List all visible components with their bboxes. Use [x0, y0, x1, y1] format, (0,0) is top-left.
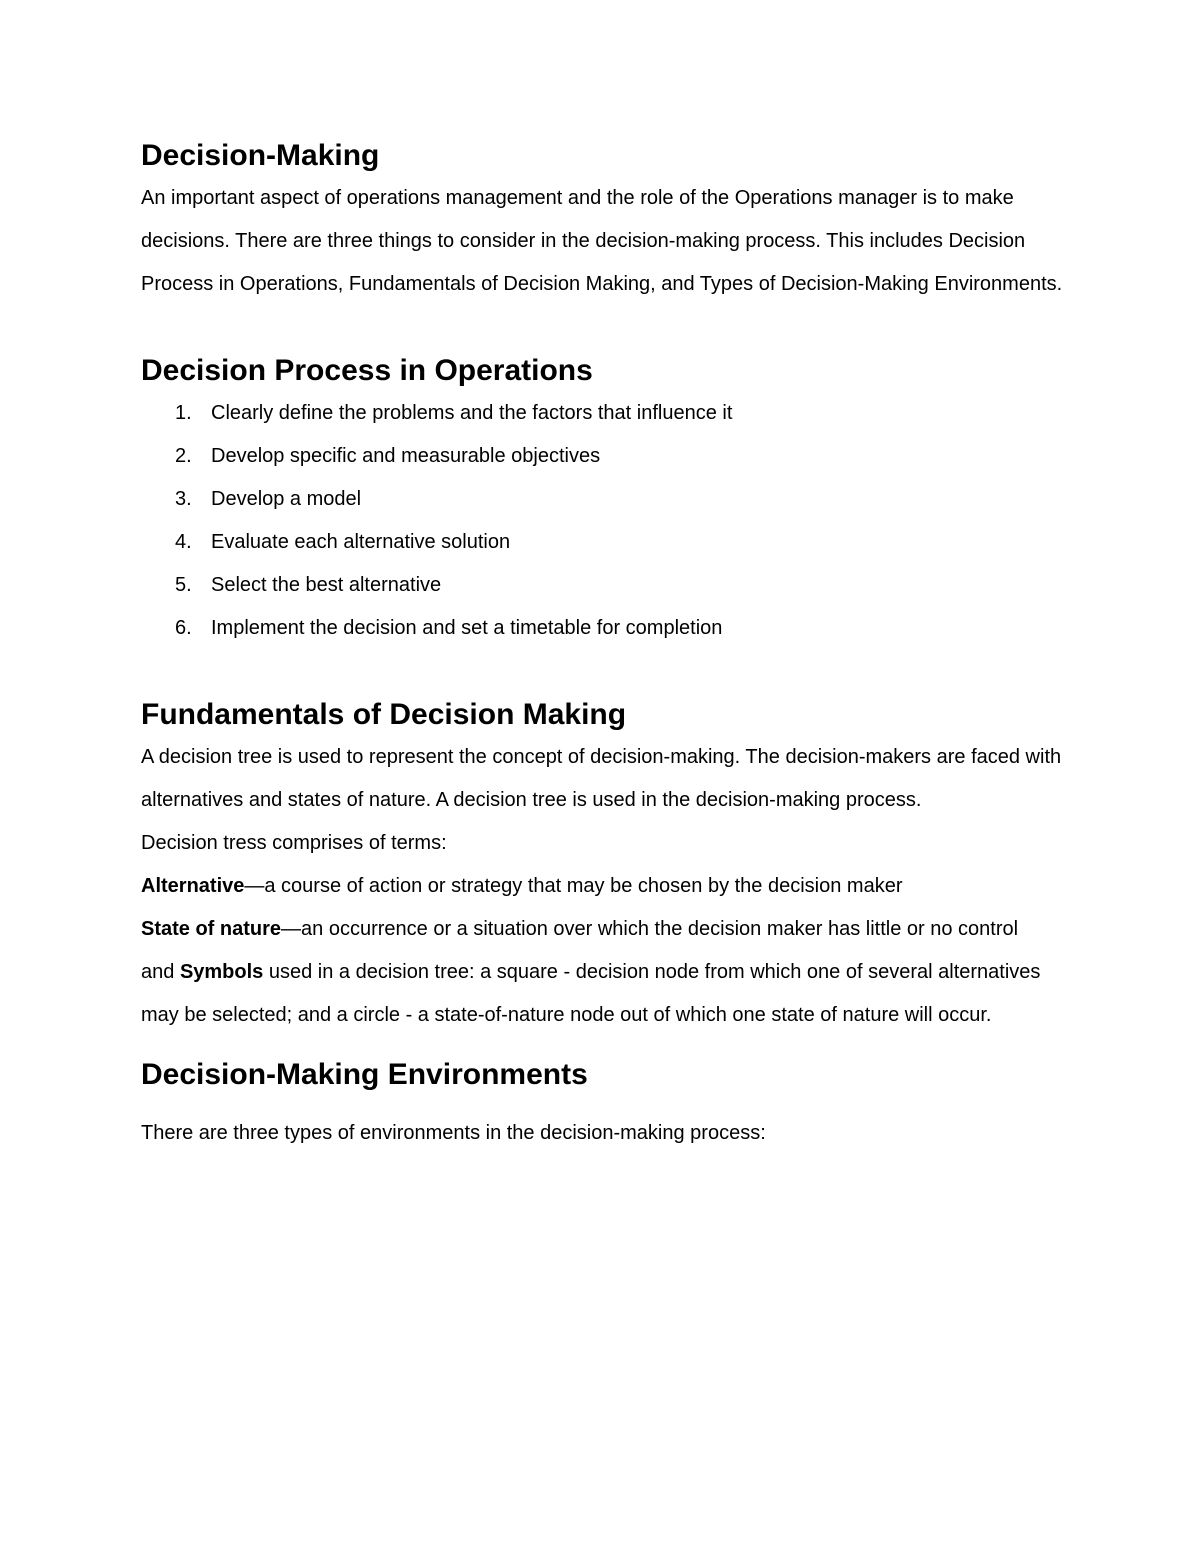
list-item	[141, 435, 1071, 478]
heading-decision-process: Decision Process in Operations	[141, 354, 593, 387]
spacer	[141, 1037, 1071, 1053]
term-alternative-definition: —a course of action or strategy that may be chosen by the decision maker	[244, 875, 903, 897]
term-alternative	[141, 865, 1071, 908]
paragraph-environments: There are three types of environments in the decision-making process:	[141, 1122, 766, 1144]
list-item-number: 4.	[175, 531, 192, 553]
list-item-text: Implement the decision and set a timetable for completion	[211, 617, 723, 639]
list-item-text: Clearly define the problems and the factors that influence it	[211, 402, 733, 424]
list-item-text: Evaluate each alternative solution	[211, 531, 511, 553]
list-item	[141, 521, 1071, 564]
list-item-number: 3.	[175, 488, 192, 510]
term-state-label: State of nature	[141, 918, 282, 940]
list-item-number: 2.	[175, 445, 192, 467]
list-item-number: 6.	[175, 617, 192, 639]
heading-fundamentals: Fundamentals of Decision Making	[141, 698, 627, 731]
list-item	[141, 564, 1071, 607]
list-item-number: 1.	[175, 402, 192, 424]
list-item-text: Select the best alternative	[211, 574, 442, 596]
spacer	[141, 1096, 1071, 1112]
list-item-text: Develop a model	[211, 488, 362, 510]
term-alternative-label: Alternative	[141, 875, 245, 897]
document-content	[141, 134, 1071, 1155]
spacer	[141, 650, 1071, 693]
paragraph-fundamentals: A decision tree is used to represent the concept of decision-making. The decision-makers are faced with alternatives and states of nature. A decision tree is used in the decision-making process.	[141, 746, 1062, 811]
list-item	[141, 392, 1071, 435]
term-symbols-definition: used in a decision tree: a square - decision node from which one of several alternatives may be selected; and a circle - a state-of-nature node out of which one state of nature will occur.	[141, 961, 1041, 1026]
decision-process-steps	[141, 392, 1071, 650]
list-item-number: 5.	[175, 574, 192, 596]
heading-environments: Decision-Making Environments	[141, 1058, 588, 1091]
list-item	[141, 478, 1071, 521]
term-symbols-label: Symbols	[179, 961, 264, 983]
term-symbols	[141, 951, 1071, 1037]
term-state-definition: —an occurrence or a situation over which the decision maker has little or no control	[281, 918, 1019, 940]
list-item-text: Develop specific and measurable objectives	[211, 445, 601, 467]
list-item	[141, 607, 1071, 650]
paragraph-decision-making: An important aspect of operations management and the role of the Operations manager is to make decisions. There are three things to consider in the decision-making process. This includes Decision Process in Operations, Fundamentals of Decision Making, and Types of Decision-Making Environments.	[141, 187, 1063, 295]
heading-decision-making: Decision-Making	[141, 139, 380, 172]
spacer	[141, 306, 1071, 349]
term-symbols-prefix: and	[141, 961, 180, 983]
term-state-of-nature	[141, 908, 1071, 951]
terms-intro: Decision tress comprises of terms:	[141, 832, 447, 854]
